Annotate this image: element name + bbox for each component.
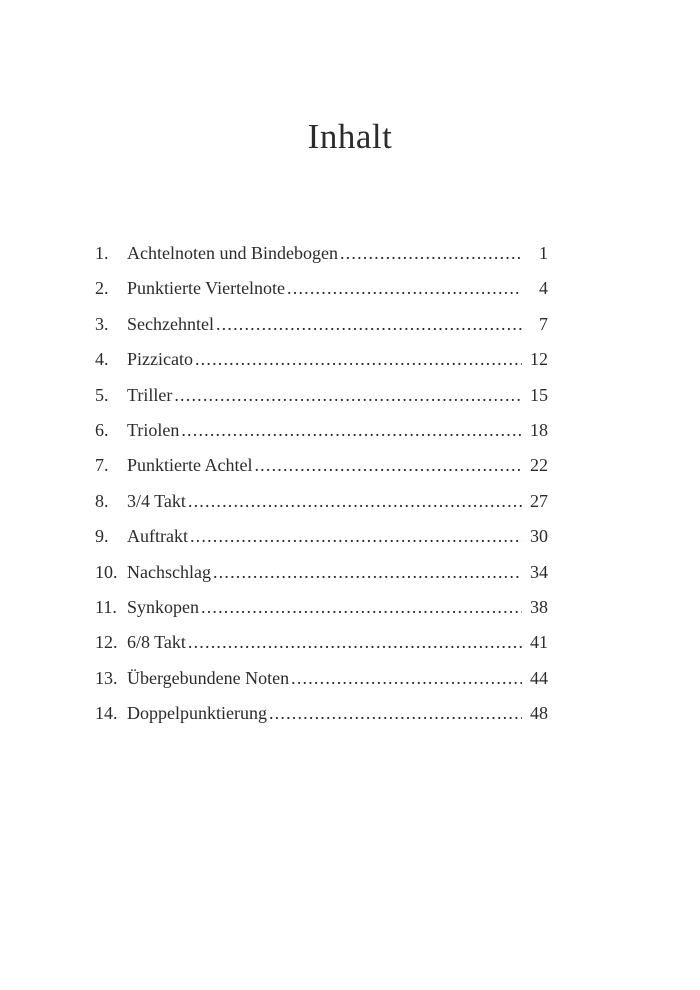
toc-entry-number: 2. [95, 278, 109, 299]
toc-entry-label: Doppelpunktierung [127, 703, 267, 724]
toc-entry-page: 34 [530, 561, 548, 582]
dot-leader [201, 590, 522, 625]
toc-entry-label: Triolen [127, 419, 180, 440]
toc-entry [95, 413, 548, 448]
dot-leader [254, 448, 522, 483]
toc-entry-page: 22 [530, 455, 548, 476]
toc-entry-number: 7. [95, 455, 109, 476]
dot-leader [174, 378, 522, 413]
page-title: Inhalt [307, 117, 393, 156]
toc-entry [95, 625, 548, 660]
toc-entry-page: 38 [530, 596, 548, 617]
dot-leader [287, 271, 522, 306]
toc-entry-page: 12 [530, 349, 548, 370]
toc-entry [95, 307, 548, 342]
toc-entry-label: 6/8 Takt [127, 632, 186, 653]
toc-entry-page: 27 [530, 490, 548, 511]
toc-entry-label: Pizzicato [127, 349, 193, 370]
toc-entry-page: 30 [530, 526, 548, 547]
toc-entry [95, 484, 548, 519]
dot-leader [269, 696, 522, 731]
toc-entry-number: 12. [95, 632, 118, 653]
toc-entry-label: Punktierte Viertelnote [127, 278, 286, 299]
toc-entry-label: Übergebundene Noten [127, 667, 290, 688]
toc-entry [95, 342, 548, 377]
toc-entry-page: 1 [539, 243, 548, 263]
dot-leader [340, 236, 522, 271]
toc-entry [95, 519, 548, 554]
toc-entry-label: Punktierte Achtel [127, 455, 253, 476]
toc-entry [95, 696, 548, 731]
dot-leader [190, 519, 522, 554]
toc-entry-number: 10. [95, 561, 118, 582]
toc-entry-number: 11. [95, 596, 117, 617]
toc-entry-page: 15 [530, 384, 548, 405]
toc-entry-label: Triller [127, 384, 173, 405]
dot-leader [291, 661, 522, 696]
toc-entry-label: Sechzehntel [127, 313, 214, 334]
dot-leader [213, 555, 522, 590]
toc-entry-label: Nachschlag [127, 561, 211, 582]
toc-entry-number: 4. [95, 349, 109, 370]
toc-entry-page: 4 [539, 278, 548, 299]
toc-entry-number: 8. [95, 490, 109, 511]
toc-entry-number: 1. [95, 243, 109, 263]
toc-entry [95, 448, 548, 483]
toc-entry-label: 3/4 Takt [127, 490, 186, 511]
toc-entry [95, 271, 548, 306]
toc-entry-page: 41 [530, 632, 548, 653]
toc-entry [95, 555, 548, 590]
dot-leader [216, 307, 522, 342]
toc-entry-number: 6. [95, 419, 109, 440]
toc-entry-label: Achtelnoten und Bindebogen [127, 243, 338, 263]
dot-leader [181, 413, 522, 448]
toc-entry-number: 13. [95, 667, 118, 688]
toc-entry-number: 3. [95, 313, 109, 334]
toc-entry-page: 44 [530, 667, 548, 688]
toc-entry-page: 48 [530, 703, 548, 724]
dot-leader [188, 484, 522, 519]
toc-entry [95, 661, 548, 696]
toc-entry-number: 5. [95, 384, 109, 405]
toc-entry-number: 14. [95, 703, 118, 724]
toc-entry [95, 378, 548, 413]
toc-entry-page: 18 [530, 419, 548, 440]
toc-entry [95, 590, 548, 625]
toc-entry-label: Auftrakt [127, 526, 188, 547]
dot-leader [195, 342, 522, 377]
toc-entry-page: 7 [539, 313, 548, 334]
toc-entry-label: Synkopen [127, 596, 199, 617]
toc-list [95, 236, 548, 731]
toc-entry-number: 9. [95, 526, 109, 547]
toc-entry [95, 236, 548, 271]
dot-leader [188, 625, 522, 660]
